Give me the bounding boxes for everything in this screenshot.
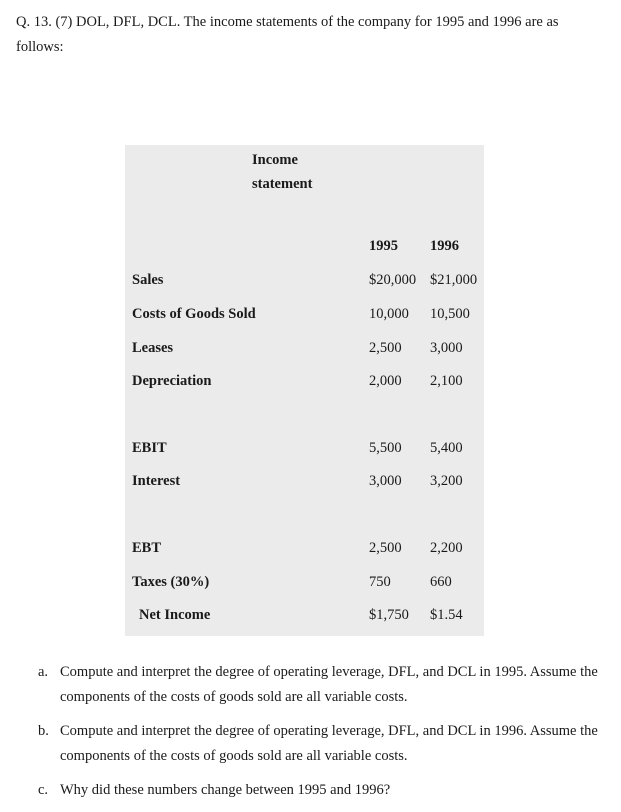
sales-1995: $20,000: [369, 272, 417, 288]
ebit-1996: 5,400: [430, 440, 463, 456]
row-label-net-income: Net Income: [139, 607, 211, 623]
year-header-1995: 1995: [369, 238, 398, 254]
sales-1996: $21,000: [430, 272, 478, 288]
question-part-a: [38, 660, 613, 710]
cogs-1995: 10,000: [369, 306, 409, 322]
row-label-ebt: EBT: [132, 540, 162, 556]
income-statement-table: [125, 145, 484, 636]
ebit-1995: 5,500: [369, 440, 402, 456]
depreciation-1996: 2,100: [430, 373, 463, 389]
row-label-leases: Leases: [132, 340, 174, 356]
year-header-1996: 1996: [430, 238, 459, 254]
part-b-text: Compute and interpret the degree of operating leverage, DFL, and DCL in 1996. Assume the components of the costs of goods sold are all variable costs.: [60, 723, 598, 764]
leases-1995: 2,500: [369, 340, 402, 356]
row-label-cogs: Costs of Goods Sold: [132, 306, 256, 322]
question-part-b: [38, 719, 613, 769]
row-label-interest: Interest: [132, 473, 181, 489]
cogs-1996: 10,500: [430, 306, 470, 322]
row-label-depreciation: Depreciation: [132, 373, 212, 389]
interest-1995: 3,000: [369, 473, 402, 489]
taxes-1995: 750: [369, 574, 391, 590]
question-part-c: [38, 778, 613, 803]
taxes-1996: 660: [430, 574, 452, 590]
row-label-taxes: Taxes (30%): [132, 574, 210, 590]
part-a-text: Compute and interpret the degree of operating leverage, DFL, and DCL in 1995. Assume the components of the costs of goods sold are all variable costs.: [60, 664, 598, 705]
question-text: Q. 13. (7) DOL, DFL, DCL. The income statements of the company for 1995 and 1996 are as follows:: [16, 14, 559, 55]
part-c-text: Why did these numbers change between 1995 and 1996?: [60, 782, 391, 798]
net-income-1996: $1.54: [430, 607, 463, 623]
part-c-marker: c.: [38, 782, 49, 798]
row-label-sales: Sales: [132, 272, 164, 288]
table-title-line-1: Income: [252, 152, 298, 168]
part-b-marker: b.: [38, 723, 49, 739]
question-parts-list: [38, 660, 613, 812]
ebt-1995: 2,500: [369, 540, 402, 556]
table-title-line-2: statement: [252, 176, 313, 192]
table-title: [252, 148, 332, 196]
interest-1996: 3,200: [430, 473, 463, 489]
ebt-1996: 2,200: [430, 540, 463, 556]
part-a-marker: a.: [38, 664, 49, 680]
leases-1996: 3,000: [430, 340, 463, 356]
row-label-ebit: EBIT: [132, 440, 167, 456]
depreciation-1995: 2,000: [369, 373, 402, 389]
net-income-1995: $1,750: [369, 607, 409, 623]
